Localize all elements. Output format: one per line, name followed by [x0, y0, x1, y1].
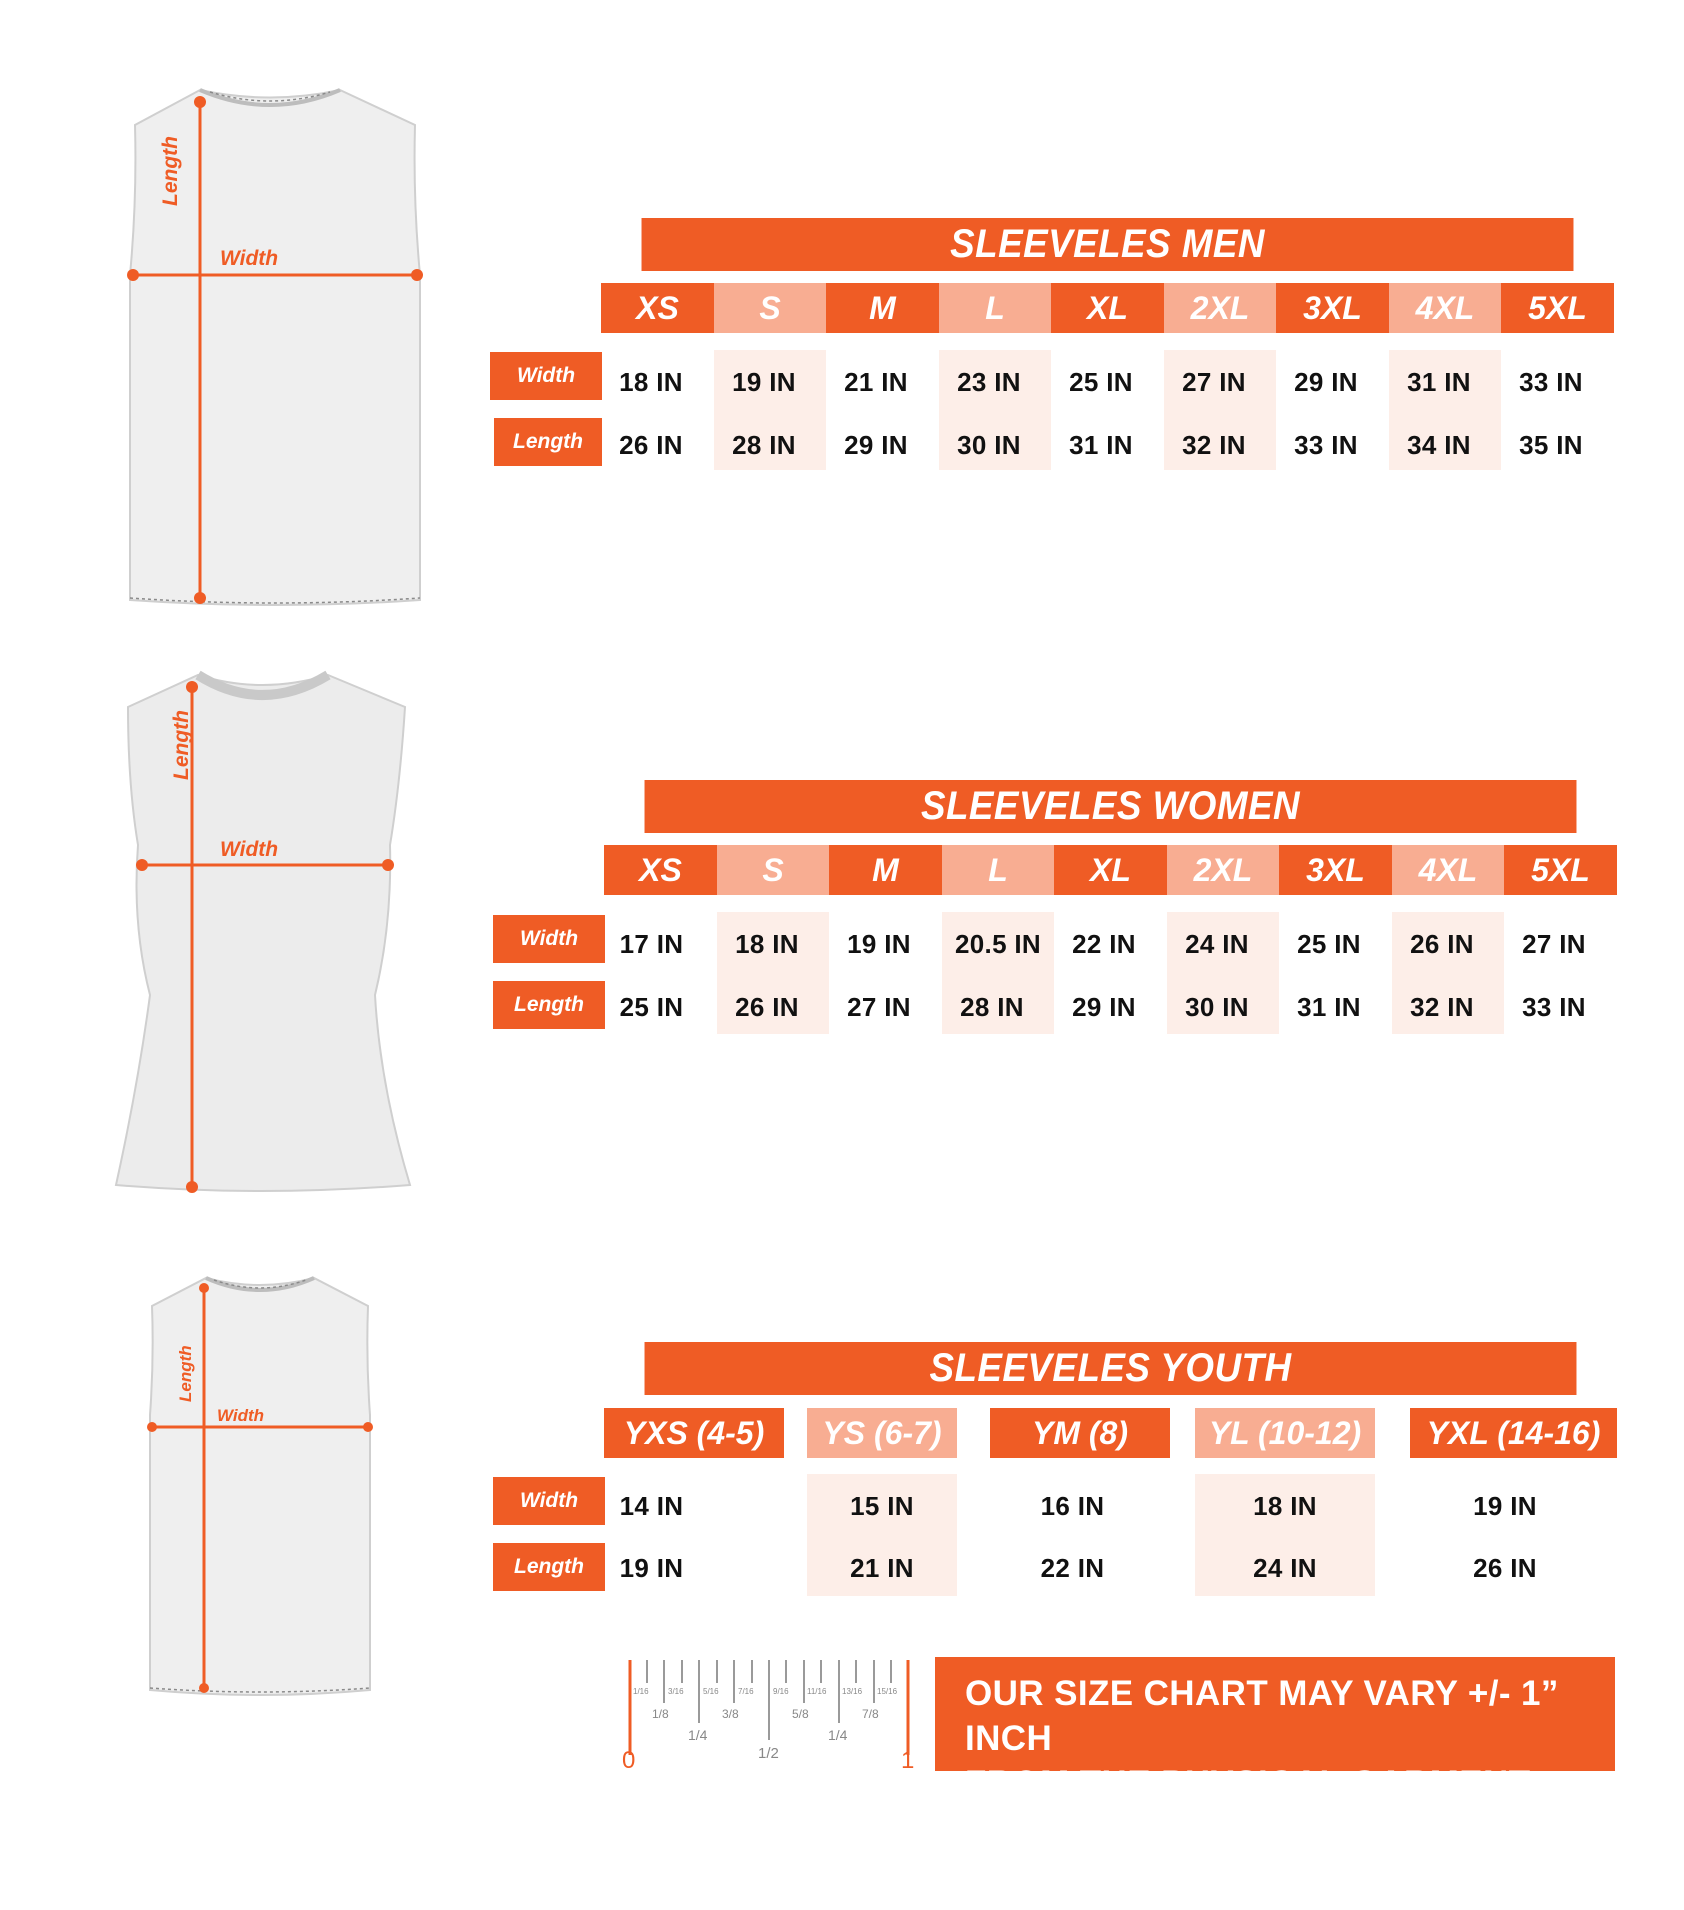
table-cell: 31 IN — [1069, 429, 1133, 460]
ruler-fraction-sixteenth: 5/16 — [703, 1687, 719, 1696]
size-header-l: L — [939, 283, 1051, 333]
women-garment-illustration — [110, 665, 430, 1200]
table-cell: 19 IN — [847, 928, 911, 959]
youth-garment-illustration — [140, 1270, 380, 1720]
table-cell: 21 IN — [850, 1552, 914, 1583]
row-label-length: Length — [494, 418, 602, 466]
inch-ruler — [622, 1655, 915, 1775]
width-label: Width — [220, 838, 279, 861]
table-cell: 17 IN — [619, 928, 684, 959]
disclaimer-line-1: OUR SIZE CHART MAY VARY +/- 1” INCH — [965, 1674, 1559, 1758]
size-header-m: M — [829, 845, 942, 895]
table-cell: 26 IN — [1473, 1552, 1537, 1583]
table-cell: 18 IN — [619, 366, 683, 397]
table-cell: 25 IN — [1069, 366, 1133, 397]
ruler-fraction-quarter: 1/4 — [688, 1727, 708, 1743]
table-cell: 19 IN — [732, 366, 796, 397]
table-cell: 14 IN — [619, 1490, 684, 1521]
length-label: Length — [170, 710, 193, 780]
men-size-header-row — [601, 283, 1614, 333]
youth-tank-top-image — [140, 1270, 380, 1720]
ruler-fraction-eighth: 1/8 — [652, 1707, 669, 1721]
table-cell: 29 IN — [1072, 991, 1136, 1022]
size-header-m: M — [826, 283, 939, 333]
size-header-yl: YL (10-12) — [1195, 1408, 1375, 1458]
table-cell: 30 IN — [957, 429, 1021, 460]
size-header-s: S — [717, 845, 829, 895]
size-header-xl: XL — [1054, 845, 1167, 895]
ruler-fraction-sixteenth: 1/16 — [633, 1687, 649, 1696]
size-header-ys: YS (6-7) — [807, 1408, 957, 1458]
width-label: Width — [220, 247, 279, 270]
size-header-yxs: YXS (4-5) — [604, 1408, 784, 1458]
size-header-l: L — [942, 845, 1054, 895]
size-header-3xl: 3XL — [1276, 283, 1389, 333]
table-cell: 22 IN — [1040, 1552, 1105, 1583]
table-cell: 30 IN — [1185, 991, 1249, 1022]
ruler-fraction-eighth: 7/8 — [862, 1707, 879, 1721]
table-cell: 19 IN — [619, 1552, 684, 1583]
ruler-fraction-quarter: 1/4 — [828, 1727, 848, 1743]
table-cell: 20.5 IN — [955, 928, 1041, 959]
width-label: Width — [217, 1406, 265, 1425]
table-cell: 31 IN — [1407, 366, 1471, 397]
ruler-label-zero: 0 — [622, 1747, 636, 1774]
women-chart-title: SLEEVELES WOMEN — [645, 780, 1577, 833]
table-cell: 23 IN — [957, 366, 1021, 397]
ruler-fraction-sixteenth: 7/16 — [738, 1687, 754, 1696]
table-cell: 16 IN — [1040, 1490, 1105, 1521]
row-label-length: Length — [493, 1543, 605, 1591]
length-label: Length — [159, 136, 182, 206]
size-header-4xl: 4XL — [1392, 845, 1504, 895]
size-header-3xl: 3XL — [1279, 845, 1392, 895]
table-cell: 27 IN — [1522, 928, 1586, 959]
table-cell: 24 IN — [1253, 1552, 1317, 1583]
table-cell: 22 IN — [1072, 928, 1136, 959]
table-cell: 28 IN — [732, 429, 796, 460]
length-label: Length — [176, 1345, 195, 1402]
size-header-ym: YM (8) — [990, 1408, 1170, 1458]
table-cell: 31 IN — [1297, 991, 1361, 1022]
disclaimer-line-2: FROM THE PHYSICAL GARMENT. — [965, 1764, 1537, 1803]
women-size-header-row — [604, 845, 1617, 895]
size-header-2xl: 2XL — [1164, 283, 1276, 333]
row-label-width: Width — [490, 352, 602, 400]
table-cell: 33 IN — [1294, 429, 1358, 460]
table-cell: 25 IN — [1297, 928, 1361, 959]
size-header-s: S — [714, 283, 826, 333]
table-cell: 28 IN — [960, 991, 1024, 1022]
size-header-4xl: 4XL — [1389, 283, 1501, 333]
table-cell: 19 IN — [1473, 1490, 1537, 1521]
table-cell: 34 IN — [1407, 429, 1471, 460]
size-header-xs: XS — [604, 845, 717, 895]
ruler-fraction-sixteenth: 3/16 — [668, 1687, 684, 1696]
table-cell: 29 IN — [1294, 366, 1358, 397]
size-header-xs: XS — [601, 283, 714, 333]
ruler-fraction-sixteenth: 13/16 — [842, 1687, 863, 1696]
table-cell: 35 IN — [1519, 429, 1583, 460]
ruler-fraction-sixteenth: 15/16 — [877, 1687, 898, 1696]
ruler-fraction-half: 1/2 — [758, 1745, 779, 1762]
table-cell: 15 IN — [850, 1490, 914, 1521]
table-cell: 27 IN — [847, 991, 911, 1022]
row-label-width: Width — [493, 1477, 605, 1525]
youth-chart-title: SLEEVELES YOUTH — [645, 1342, 1577, 1395]
table-cell: 18 IN — [735, 928, 799, 959]
men-garment-illustration — [115, 80, 435, 620]
table-cell: 32 IN — [1410, 991, 1474, 1022]
table-cell: 25 IN — [619, 991, 684, 1022]
table-cell: 26 IN — [619, 429, 683, 460]
ruler-fraction-eighth: 5/8 — [792, 1707, 809, 1721]
size-disclaimer-banner — [935, 1657, 1615, 1803]
table-cell: 33 IN — [1522, 991, 1586, 1022]
table-cell: 24 IN — [1185, 928, 1249, 959]
row-label-length: Length — [493, 981, 605, 1029]
table-cell: 32 IN — [1182, 429, 1246, 460]
ruler-fraction-eighth: 3/8 — [722, 1707, 739, 1721]
table-cell: 21 IN — [844, 366, 908, 397]
table-cell: 18 IN — [1253, 1490, 1317, 1521]
table-cell: 27 IN — [1182, 366, 1246, 397]
men-chart-title: SLEEVELES MEN — [642, 218, 1574, 271]
table-cell: 29 IN — [844, 429, 908, 460]
size-header-yxl: YXL (14-16) — [1410, 1408, 1617, 1458]
women-tank-top-image — [110, 665, 430, 1200]
table-cell: 26 IN — [1410, 928, 1474, 959]
size-header-xl: XL — [1051, 283, 1164, 333]
table-cell: 26 IN — [735, 991, 799, 1022]
row-label-width: Width — [493, 915, 605, 963]
ruler-label-one: 1 — [901, 1747, 915, 1774]
table-cell: 33 IN — [1519, 366, 1583, 397]
ruler-fraction-sixteenth: 11/16 — [807, 1687, 827, 1696]
size-header-5xl: 5XL — [1501, 283, 1614, 333]
ruler-fraction-sixteenth: 9/16 — [773, 1687, 789, 1696]
size-header-5xl: 5XL — [1504, 845, 1617, 895]
size-header-2xl: 2XL — [1167, 845, 1279, 895]
